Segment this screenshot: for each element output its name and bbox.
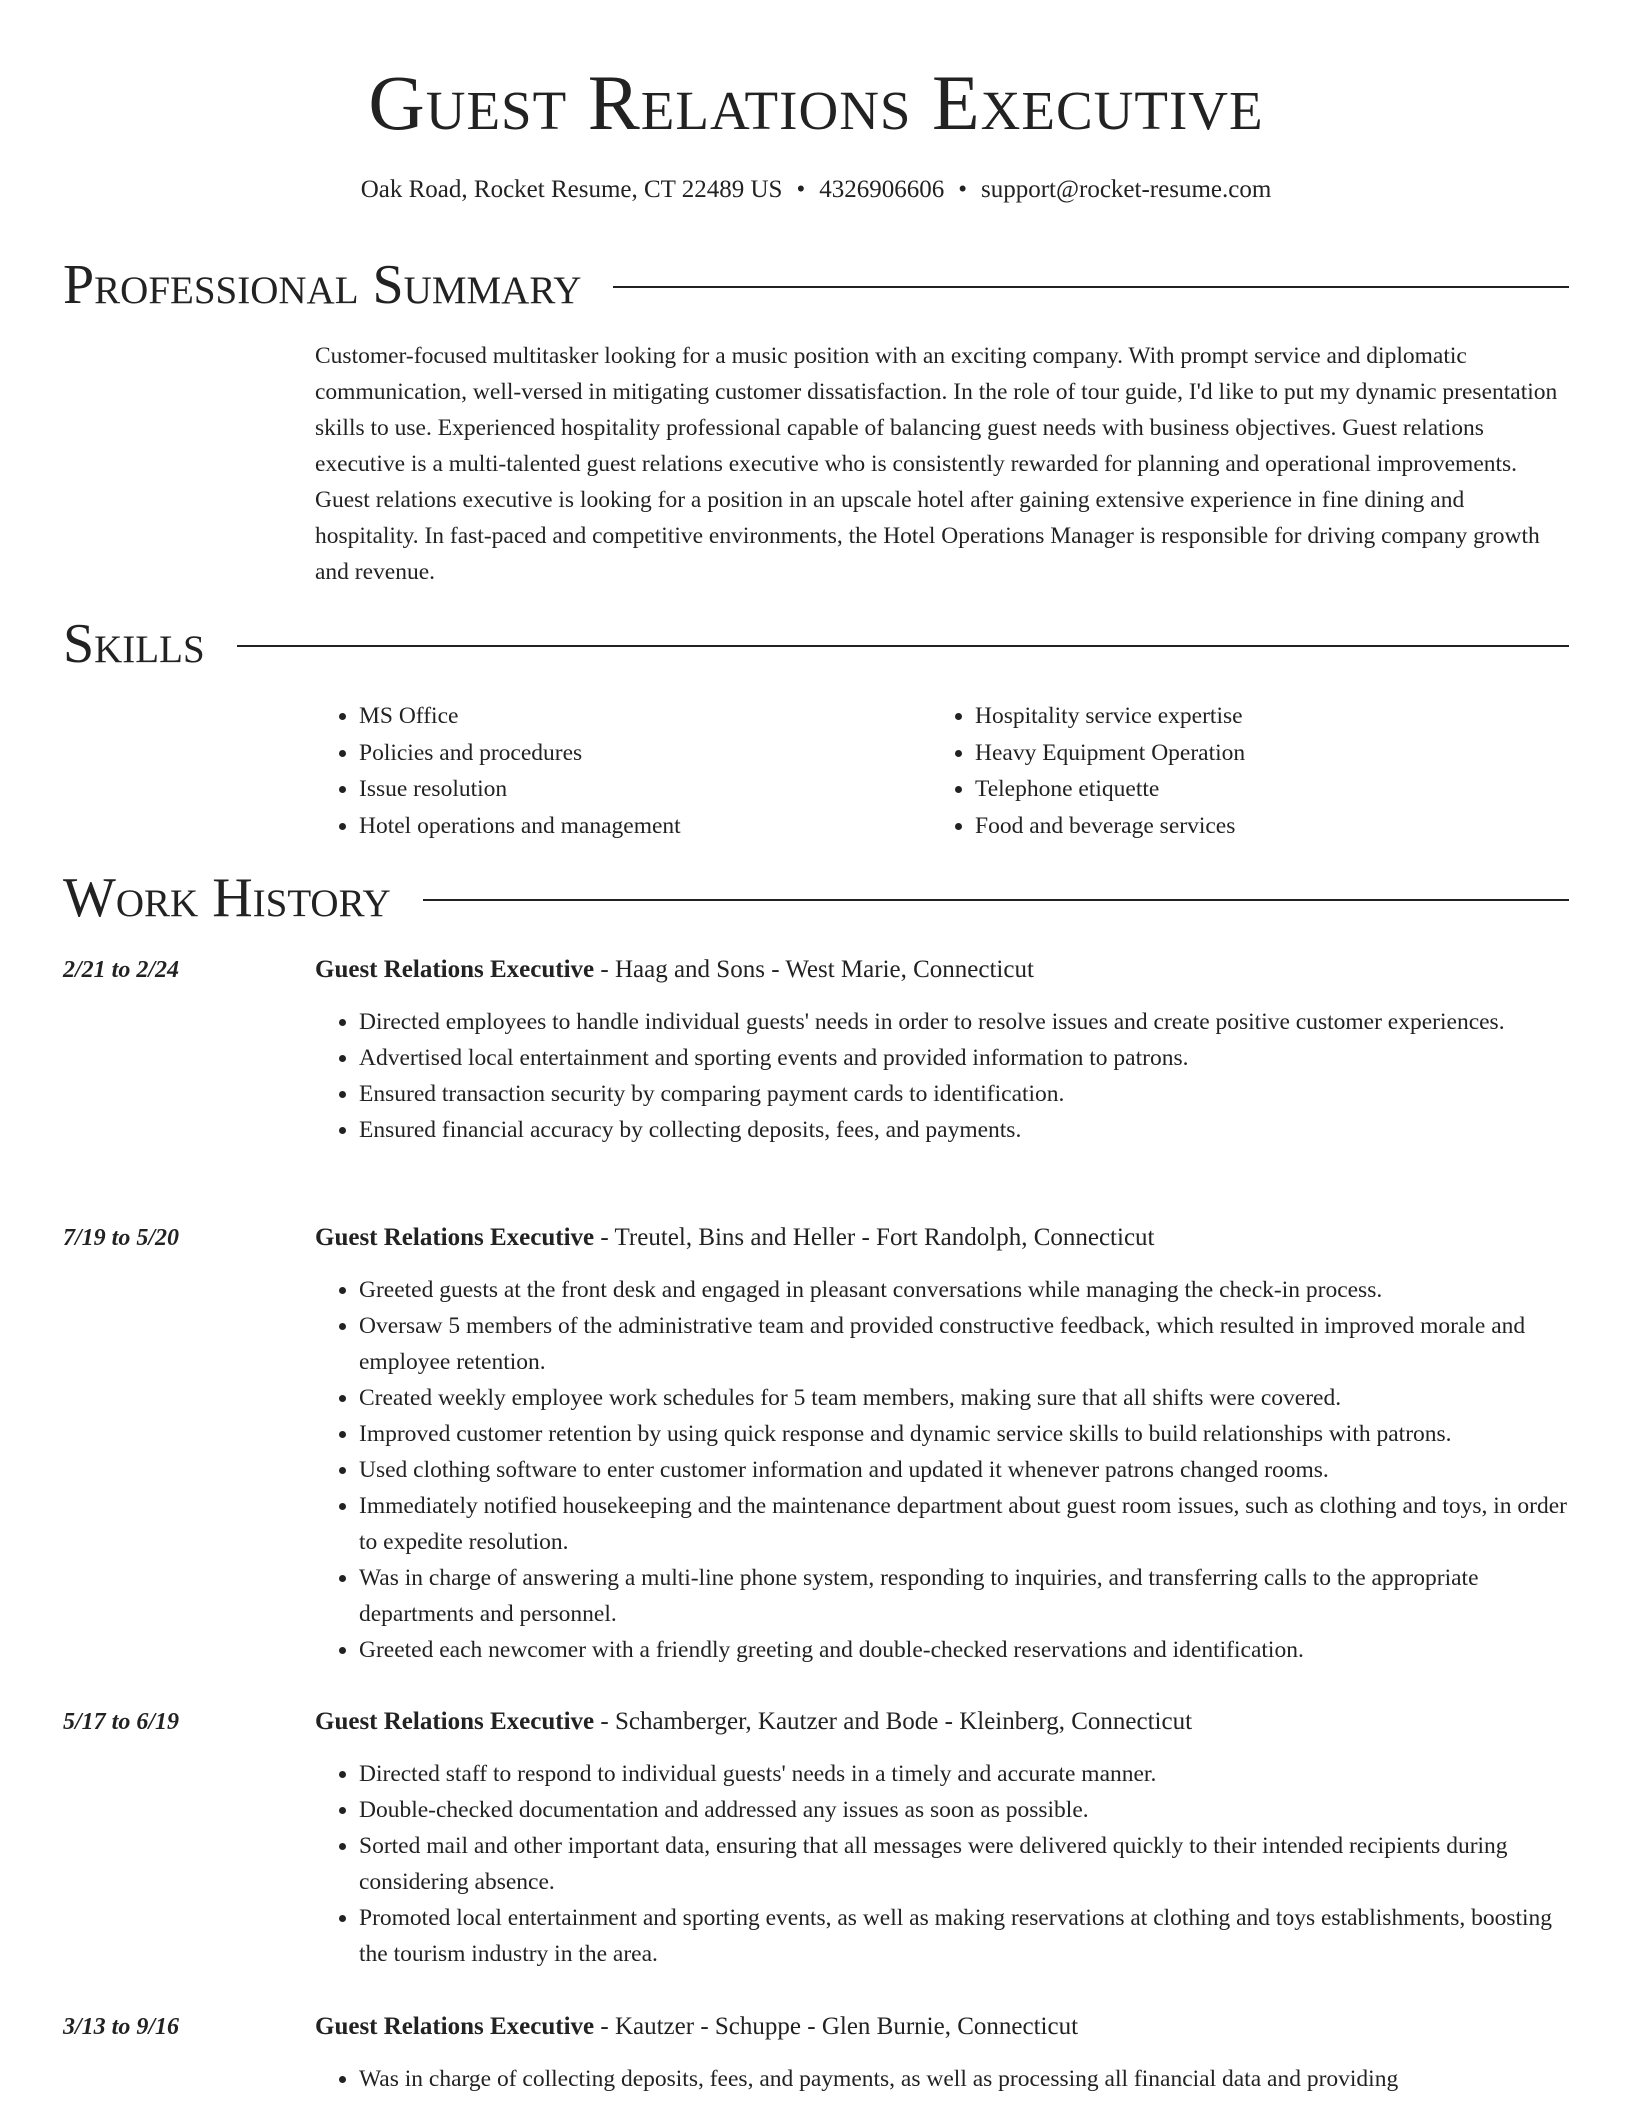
job-title: Guest Relations Executive bbox=[315, 2013, 595, 2040]
skill-item: • Policies and procedures bbox=[359, 735, 931, 772]
job-duties bbox=[315, 1004, 1567, 1148]
contact-email: support@rocket-resume.com bbox=[980, 176, 1272, 203]
duty-item: • Double-checked documentation and addressed any issues as soon as possible. bbox=[359, 1792, 1567, 1828]
work-history-title: Work History bbox=[63, 867, 391, 929]
work-history-heading bbox=[63, 867, 1569, 929]
skill-item: • Issue resolution bbox=[359, 771, 931, 808]
job-entry bbox=[63, 1704, 1567, 1972]
job-entry bbox=[63, 2009, 1567, 2097]
job-duties bbox=[315, 1272, 1567, 1668]
job-dates: 3/13 to 9/16 bbox=[63, 2014, 180, 2040]
contact-separator: • bbox=[958, 176, 967, 203]
summary-heading bbox=[63, 254, 1569, 316]
duty-item: • Immediately notified housekeeping and the maintenance department about guest room issues, such as clothing and toys, in order to expedite resolution. bbox=[359, 1488, 1567, 1560]
duty-item: • Ensured transaction security by comparing payment cards to identification. bbox=[359, 1076, 1567, 1112]
job-employer: - Schamberger, Kautzer and Bode - Kleinberg, Connecticut bbox=[594, 1708, 1193, 1735]
skill-item: • MS Office bbox=[359, 698, 931, 735]
skills-heading bbox=[63, 613, 1569, 675]
contact-phone: 4326906606 bbox=[819, 176, 945, 203]
job-entry bbox=[63, 952, 1567, 1148]
job-header bbox=[315, 952, 1567, 988]
duty-item: • Ensured financial accuracy by collecting deposits, fees, and payments. bbox=[359, 1112, 1567, 1148]
section-divider bbox=[237, 645, 1569, 647]
section-divider bbox=[423, 899, 1569, 901]
job-duties bbox=[315, 2061, 1567, 2097]
skill-item: • Food and beverage services bbox=[975, 808, 1547, 845]
duty-item: • Was in charge of collecting deposits, fees, and payments, as well as processing all financial data and providing bbox=[359, 2061, 1567, 2097]
duty-item: • Oversaw 5 members of the administrative team and provided constructive feedback, which resulted in improved morale and employee retention. bbox=[359, 1308, 1567, 1380]
duty-item: • Advertised local entertainment and sporting events and provided information to patrons. bbox=[359, 1040, 1567, 1076]
skills-column-left bbox=[315, 698, 931, 844]
summary-title: Professional Summary bbox=[63, 254, 582, 316]
skills-column-right bbox=[931, 698, 1547, 844]
job-title: Guest Relations Executive bbox=[315, 1224, 595, 1251]
job-title: Guest Relations Executive bbox=[315, 956, 595, 983]
skill-item: • Hospitality service expertise bbox=[975, 698, 1547, 735]
job-title: Guest Relations Executive bbox=[315, 1708, 595, 1735]
job-dates: 5/17 to 6/19 bbox=[63, 1709, 180, 1735]
job-dates: 7/19 to 5/20 bbox=[63, 1225, 180, 1251]
duty-item: • Directed employees to handle individual guests' needs in order to resolve issues and create positive customer experiences. bbox=[359, 1004, 1567, 1040]
duty-item: • Improved customer retention by using quick response and dynamic service skills to build relationships with patrons. bbox=[359, 1416, 1567, 1452]
duty-item: • Promoted local entertainment and sporting events, as well as making reservations at clothing and toys establishments, boosting the tourism industry in the area. bbox=[359, 1900, 1567, 1972]
job-employer: - Kautzer - Schuppe - Glen Burnie, Connecticut bbox=[594, 2013, 1079, 2040]
job-employer: - Treutel, Bins and Heller - Fort Randolph, Connecticut bbox=[594, 1224, 1155, 1251]
duty-item: • Directed staff to respond to individual guests' needs in a timely and accurate manner. bbox=[359, 1756, 1567, 1792]
section-divider bbox=[613, 286, 1569, 288]
contact-address: Oak Road, Rocket Resume, CT 22489 US bbox=[360, 176, 783, 203]
job-employer: - Haag and Sons - West Marie, Connecticut bbox=[594, 956, 1034, 983]
skill-item: • Heavy Equipment Operation bbox=[975, 735, 1547, 772]
skills-list bbox=[315, 698, 1567, 844]
duty-item: • Sorted mail and other important data, ensuring that all messages were delivered quickly to their intended recipients during considering absence. bbox=[359, 1828, 1567, 1900]
candidate-name: Guest Relations Executive bbox=[368, 59, 1264, 146]
skill-item: • Hotel operations and management bbox=[359, 808, 931, 845]
duty-item: • Greeted guests at the front desk and engaged in pleasant conversations while managing the check-in process. bbox=[359, 1272, 1567, 1308]
skill-item: • Telephone etiquette bbox=[975, 771, 1547, 808]
contact-line bbox=[0, 174, 1632, 206]
contact-separator: • bbox=[796, 176, 806, 203]
job-entry bbox=[63, 1220, 1567, 1668]
job-header bbox=[315, 1220, 1567, 1256]
skills-title: Skills bbox=[63, 613, 205, 675]
duty-item: • Created weekly employee work schedules for 5 team members, making sure that all shifts were covered. bbox=[359, 1380, 1567, 1416]
job-dates: 2/21 to 2/24 bbox=[63, 957, 180, 983]
duty-item: • Greeted each newcomer with a friendly greeting and double-checked reservations and identification. bbox=[359, 1632, 1567, 1668]
summary-text: Customer-focused multitasker looking for a music position with an exciting company. With prompt service and diplomatic communication, well-versed in mitigating customer dissatisfaction. In the role of tour guide, I'd like to put my dynamic presentation skills to use. Experienced hospitality professional capable of balancing guest needs with business objectives. Guest relations executive is a multi-talented guest relations executive who is consistently rewarded for planning and operational improvements. Guest relations executive is looking for a position in an upscale hotel after gaining extensive experience in fine dining and hospitality. In fast-paced and competitive environments, the Hotel Operations Manager is responsible for driving company growth and revenue. bbox=[315, 343, 1558, 585]
duty-item: • Used clothing software to enter customer information and updated it whenever patrons changed rooms. bbox=[359, 1452, 1567, 1488]
duty-item: • Was in charge of answering a multi-line phone system, responding to inquiries, and transferring calls to the appropriate departments and personnel. bbox=[359, 1560, 1567, 1632]
job-header bbox=[315, 1704, 1567, 1740]
job-header bbox=[315, 2009, 1567, 2045]
job-duties bbox=[315, 1756, 1567, 1972]
